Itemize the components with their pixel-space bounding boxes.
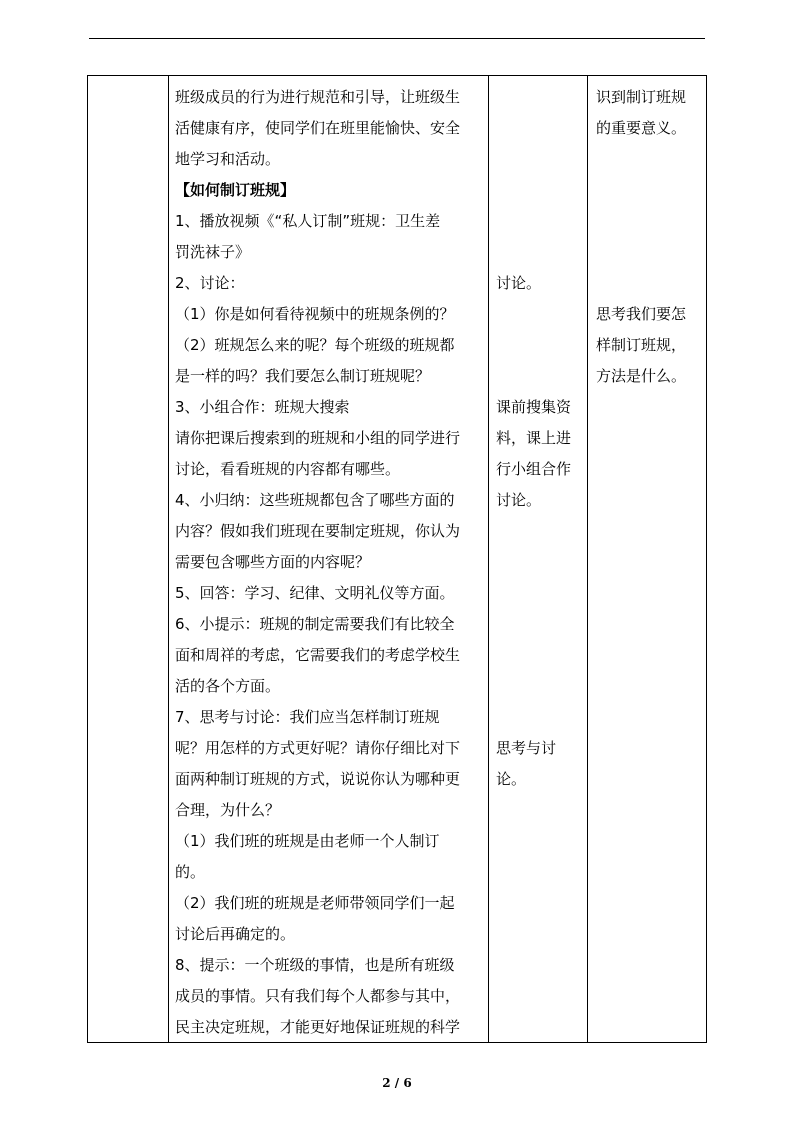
text-line: 6、小提示：班规的制定需要我们有比较全 [175,615,455,633]
text-line: 合理，为什么？ [175,801,281,819]
text-line [496,206,571,237]
column-divider [587,76,588,1042]
student-activity-column [496,82,571,795]
text-line [496,547,571,578]
text-line [596,144,686,175]
text-line: 8、提示：一个班级的事情，也是所有班级 [175,956,455,974]
text-line: 班级成员的行为进行规范和引导，让班级生 [175,88,461,106]
text-line: 思考与讨 [496,739,557,757]
text-line: 活健康有序，使同学们在班里能愉快、安全 [175,119,461,137]
design-intent-column [596,82,686,392]
text-line: （2）班规怎么来的呢？每个班级的班规都 [175,336,455,354]
text-line [496,299,571,330]
text-line: （1）我们班的班规是由老师一个人制订 [175,832,440,850]
text-line: 课前搜集资 [496,398,572,416]
text-line: 需要包含哪些方面的内容呢？ [175,553,371,571]
text-line [496,237,571,268]
text-line: 行小组合作 [496,460,572,478]
header-rule [89,38,705,39]
text-line: 思考我们要怎 [596,305,687,323]
text-line: 5、回答：学习、纪律、文明礼仪等方面。 [175,584,455,602]
text-line [496,82,571,113]
text-line [496,702,571,733]
column-divider [488,76,489,1042]
text-line: （2）我们班的班规是老师带领同学们一起 [175,894,455,912]
text-line: 样制订班规， [596,336,687,354]
text-line: 3、小组合作：班规大搜索 [175,398,350,416]
text-line: 的。 [175,863,206,881]
text-line [496,640,571,671]
text-line: 民主决定班规，才能更好地保证班规的科学 [175,1018,461,1036]
page-number: 2 / 6 [382,1076,412,1090]
text-line: 面两种制订班规的方式，说说你认为哪种更 [175,770,461,788]
text-line: 的重要意义。 [596,119,687,137]
text-line: 请你把课后搜索到的班规和小组的同学进行 [175,429,461,447]
text-line: 方法是什么。 [596,367,687,385]
text-line: 罚洗袜子》 [175,243,251,261]
text-line: 2、讨论： [175,274,245,292]
text-line: 呢？用怎样的方式更好呢？请你仔细比对下 [175,739,461,757]
text-line: 4、小归纳：这些班规都包含了哪些方面的 [175,491,455,509]
teaching-process-column [175,82,460,1043]
text-line [496,361,571,392]
lesson-table [87,75,707,1043]
text-line: 1、播放视频《“私人订制”班规：卫生差 [175,212,441,230]
text-line [596,175,686,206]
text-line: 讨论。 [496,274,542,292]
text-line [596,206,686,237]
column-divider [168,76,169,1042]
text-line: 内容？假如我们班现在要制定班规，你认为 [175,522,461,540]
text-line [496,113,571,144]
text-line [496,578,571,609]
text-line: 料，课上进 [496,429,572,447]
text-line [596,268,686,299]
text-line: 识到制订班规 [596,88,687,106]
text-line [496,516,571,547]
text-line [496,671,571,702]
text-line: 【如何制订班规】 [175,181,296,199]
text-line [596,237,686,268]
text-line: 成员的事情。只有我们每个人都参与其中， [175,987,461,1005]
text-line: 活的各个方面。 [175,677,281,695]
text-line [496,609,571,640]
text-line: 讨论。 [496,491,542,509]
text-line: 讨论后再确定的。 [175,925,296,943]
text-line: （1）你是如何看待视频中的班规条例的？ [175,305,455,323]
text-line: 讨论，看看班规的内容都有哪些。 [175,460,401,478]
text-line: 7、思考与讨论：我们应当怎样制订班规 [175,708,440,726]
text-line: 是一样的吗？我们要怎么制订班规呢？ [175,367,431,385]
text-line [496,330,571,361]
text-line: 论。 [496,770,527,788]
text-line [496,175,571,206]
text-line: 面和周祥的考虑，它需要我们的考虑学校生 [175,646,461,664]
text-line [496,144,571,175]
text-line: 地学习和活动。 [175,150,281,168]
